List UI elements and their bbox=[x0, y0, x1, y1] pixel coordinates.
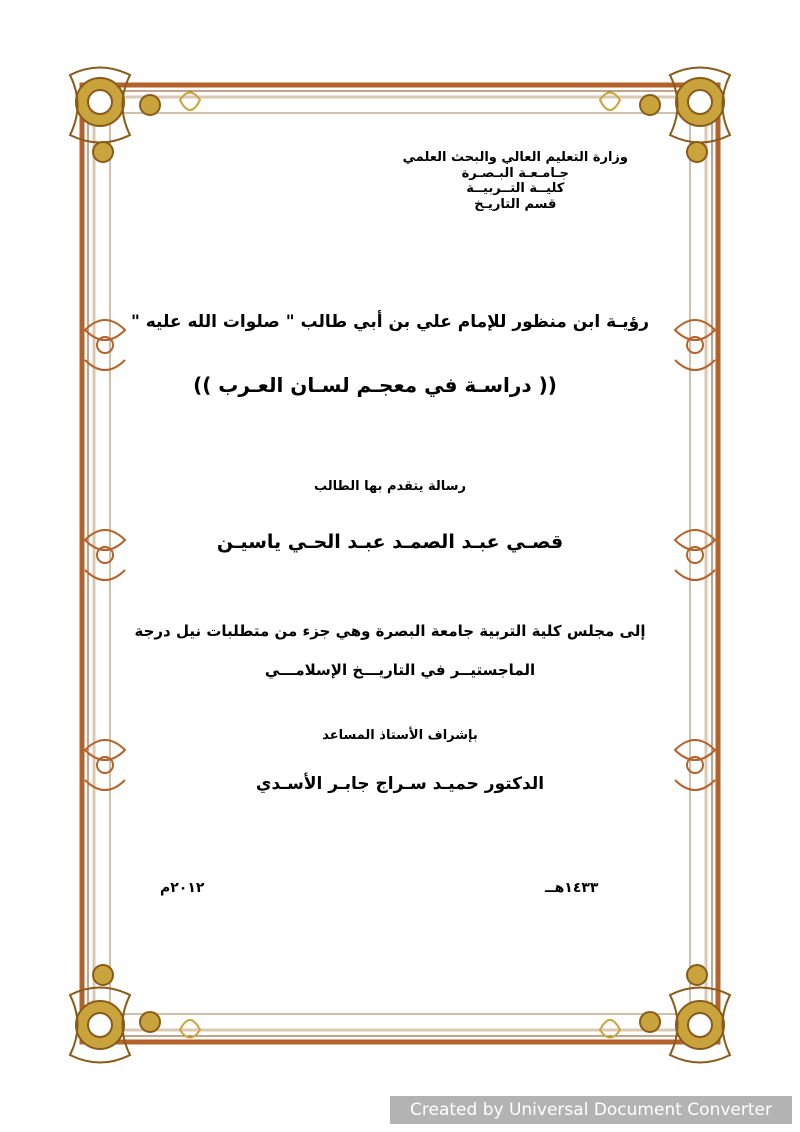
side-ornament-right-upper bbox=[675, 320, 715, 370]
converter-watermark: Created by Universal Document Converter bbox=[390, 1096, 792, 1124]
side-ornament-right-middle bbox=[675, 530, 715, 580]
side-ornament-left-lower bbox=[85, 740, 125, 790]
hijri-date: ١٤٣٣هــ bbox=[545, 880, 599, 896]
side-ornament-right-lower bbox=[675, 740, 715, 790]
student-name: قصـي عبـد الصمـد عبـد الحـي ياسيـن bbox=[216, 531, 564, 553]
university-name: جـامـعـة البـصـرة bbox=[461, 165, 570, 181]
submission-intro: رسالة يتقدم بها الطالب bbox=[314, 479, 466, 494]
purpose-line-2: الماجستيــر في التاريـــخ الإسلامـــي bbox=[264, 661, 536, 679]
purpose-line-1: إلى مجلس كلية التربية جامعة البصرة وهي جزء من متطلبات نيل درجة bbox=[134, 622, 646, 640]
college-name: كليــة التــربيــة bbox=[466, 181, 565, 196]
gregorian-date: ٢٠١٢م bbox=[160, 880, 205, 896]
side-ornament-left-middle bbox=[85, 530, 125, 580]
institution-header bbox=[403, 150, 628, 212]
supervision-intro: بإشراف الأستاذ المساعد bbox=[322, 728, 478, 743]
thesis-subtitle: (( دراسـة في معجـم لسـان العـرب )) bbox=[193, 373, 557, 397]
department-name: قسم التاريـخ bbox=[474, 196, 557, 212]
thesis-title: رؤيـة ابن منظور للإمام علي بن أبي طالب " صلوات الله عليه " bbox=[130, 312, 650, 332]
supervisor-name: الدكتور حميـد سـراج جابـر الأسـدي bbox=[255, 774, 545, 794]
side-ornament-left-upper bbox=[85, 320, 125, 370]
ministry-name: وزارة التعليم العالي والبحث العلمي bbox=[402, 150, 628, 165]
